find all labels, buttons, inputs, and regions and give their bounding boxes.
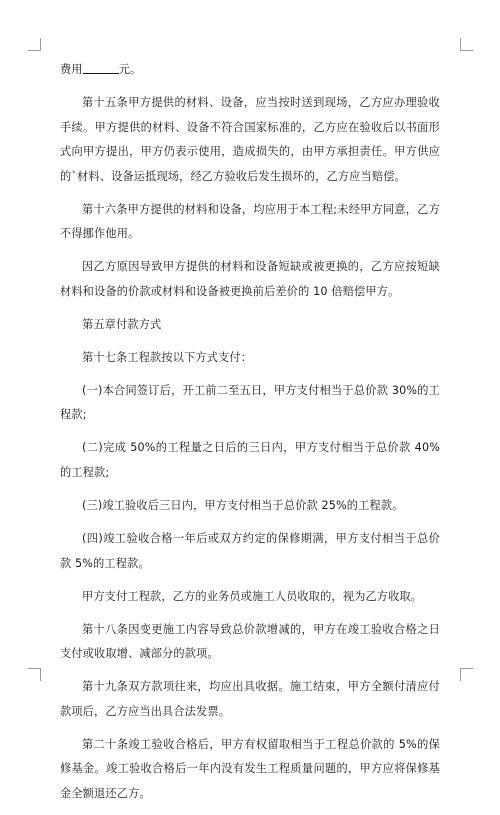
crop-mark-bottom-left — [28, 668, 41, 681]
crop-mark-top-right — [460, 38, 473, 51]
payment-item-1: (一)本合同签订后，开工前二至五日，甲方支付相当于总价款 30%的工程款; — [60, 383, 440, 422]
paragraph-article-20: 第二十条竣工验收合格后，甲方有权留取相当于工程总价款的 5%的保修基金。竣工验收合格后一年内没有发生工程质量问题的，甲方应将保修基金全额退还乙方。 — [60, 737, 440, 800]
paragraph-fee — [60, 58, 440, 83]
paragraph-article-17: 第十七条工程款按以下方式支付： — [82, 350, 253, 364]
fee-unit: 元。 — [118, 63, 142, 76]
paragraph-article-16: 第十六条甲方提供的材料和设备，均应用于本工程;未经甲方同意，乙方不得挪作他用。 — [60, 202, 440, 241]
fee-blank-field — [83, 61, 119, 74]
chapter-heading-payment: 第五章付款方式 — [82, 317, 162, 331]
crop-mark-bottom-right — [460, 668, 473, 681]
paragraph-article-18: 第十八条因变更施工内容导致总价款增减的，甲方在竣工验收合格之日支付或收取增、减部分的款项。 — [60, 622, 440, 661]
payment-item-2: (二)完成 50%的工程量之日后的三日内，甲方支付相当于总价款 40%的工程款; — [60, 441, 440, 480]
paragraph-payment-receipt: 甲方支付工程款，乙方的业务员或施工人员收取的，视为乙方收取。 — [82, 589, 423, 603]
paragraph-shortage-compensation: 因乙方原因导致甲方提供的材料和设备短缺或被更换的，乙方应按短缺材料和设备的价款或材料和设备被更换前后差价的 10 倍赔偿甲方。 — [60, 260, 440, 298]
crop-mark-top-left — [28, 38, 41, 51]
payment-item-4: (四)竣工验收合格一年后或双方约定的保修期满，甲方支付相当于总价款 5%的工程款。 — [60, 532, 440, 570]
payment-item-3: (三)竣工验收后三日内，甲方支付相当于总价款 25%的工程款。 — [82, 499, 404, 513]
paragraph-article-19: 第十九条双方款项往来，均应出具收据。施工结束，甲方全额付清应付款项后，乙方应当出具合法发票。 — [60, 680, 440, 718]
fee-label: 费用 — [60, 63, 83, 76]
document-body — [60, 58, 440, 815]
paragraph-article-15: 第十五条甲方提供的材料、设备，应当按时送到现场，乙方应办理验收手续。甲方提供的材料、设备不符合国家标准的，乙方应在验收后以书面形式向甲方提出，甲方仍表示使用，造成损失的，由甲方承担责任。甲方供应的`材料、设备运抵现场，经乙方验收后发生损坏的，乙方应当赔偿。 — [60, 95, 440, 183]
